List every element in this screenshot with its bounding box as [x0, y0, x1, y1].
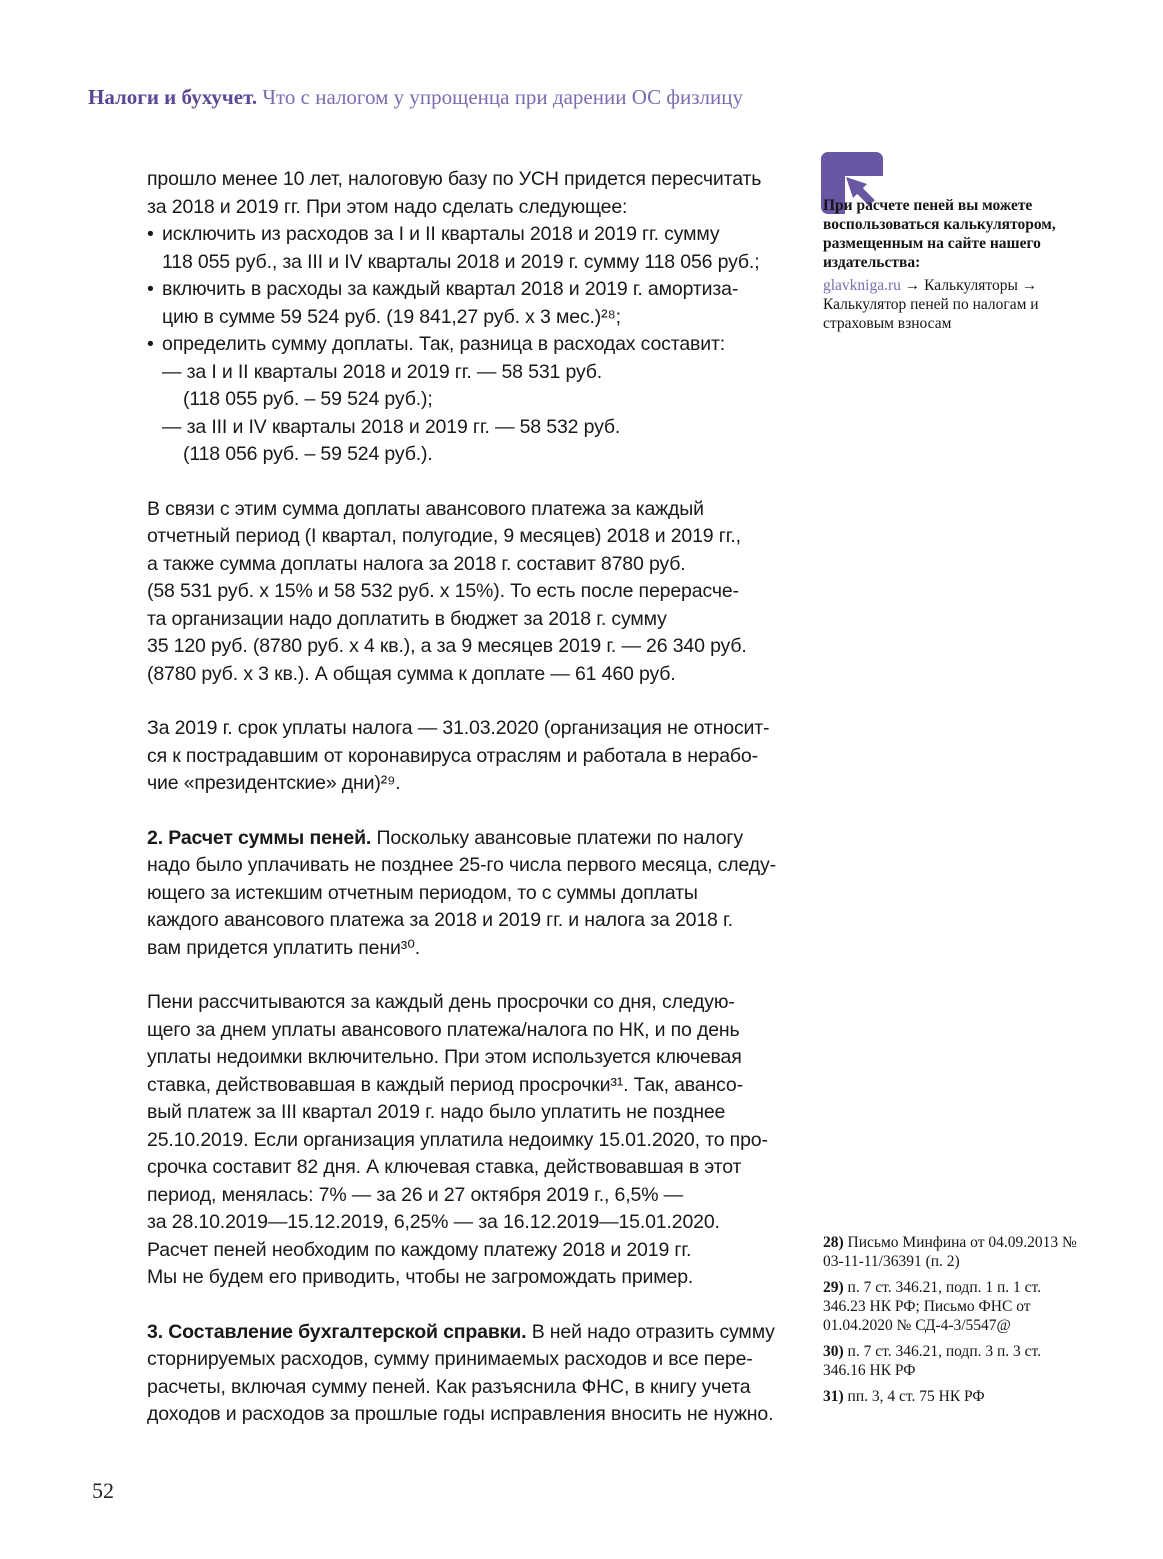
line-text: доходов и расходов за прошлые годы исправления вносить не нужно. — [147, 1403, 774, 1425]
line-text: чие «президентские» дни)²⁹. — [147, 772, 401, 794]
line-text: отчетный период (I квартал, полугодие, 9 месяцев) 2018 и 2019 гг., — [147, 525, 741, 547]
sidebar-note-text: При расчете пеней вы можете воспользоваться калькулятором, размещенным на сайте нашего издательства: — [823, 197, 1056, 271]
line-text: 118 055 руб., за III и IV кварталы 2018 и 2019 г. сумму 118 056 руб.; — [162, 250, 760, 273]
text-line — [147, 551, 847, 579]
text-line — [147, 743, 847, 771]
line-text: определить сумму доплаты. Так, разница в расходах составит: — [162, 333, 726, 355]
text-line — [147, 359, 847, 387]
line-text: исключить из расходов за I и II кварталы 2018 и 2019 гг. сумму — [162, 223, 720, 245]
sidebar-note — [823, 196, 1075, 333]
line-text: включить в расходы за каждый квартал 2018 и 2019 г. амортиза- — [162, 278, 739, 300]
line-text: (118 055 руб. – 59 524 руб.); — [183, 388, 433, 410]
text-line — [147, 441, 847, 469]
bullet-item — [147, 331, 847, 469]
page-number: 52 — [92, 1478, 114, 1503]
line-text: В связи с этим сумма доплаты авансового платежа за каждый — [147, 497, 704, 520]
bullet-item — [147, 221, 847, 276]
sidebar-note-path — [823, 276, 1075, 333]
paragraph — [147, 715, 847, 798]
line-text: (8780 руб. х 3 кв.). А общая сумма к доплате — 61 460 руб. — [147, 662, 676, 685]
bullet-marker: • — [147, 333, 154, 355]
footnote-number: 29) — [823, 1279, 848, 1296]
line-text: 25.10.2019. Если организация уплатила недоимку 15.01.2020, то про- — [147, 1128, 768, 1151]
text-line — [147, 1264, 847, 1292]
line-text: щего за днем уплаты авансового платежа/налога по НК, и по день — [147, 1018, 740, 1041]
text-line — [147, 1099, 847, 1127]
footnote — [823, 1233, 1085, 1271]
line-text: уплаты недоимки включительно. При этом используется ключевая — [147, 1046, 742, 1068]
line-text: сторнируемых расходов, сумму принимаемых расходов и все пере- — [147, 1348, 753, 1370]
text-line — [147, 633, 847, 661]
line-text: В ней надо отразить сумму — [531, 1320, 775, 1343]
text-line — [147, 194, 847, 222]
paragraph — [147, 496, 847, 689]
line-text: срочка составит 82 дня. А ключевая ставка, действовавшая в этот — [147, 1156, 742, 1178]
paragraph — [147, 825, 847, 963]
footnote — [823, 1278, 1085, 1335]
text-line — [147, 1401, 847, 1429]
text-line — [147, 386, 847, 414]
line-text: вый платеж за III квартал 2019 г. надо было уплатить не позднее — [147, 1101, 726, 1123]
text-line — [147, 249, 847, 277]
footnote — [823, 1342, 1085, 1380]
footnotes — [823, 1233, 1085, 1413]
text-line — [147, 496, 847, 524]
text-line — [147, 606, 847, 634]
text-line — [147, 1346, 847, 1374]
section-lead: 3. Составление бухгалтерской справки. — [147, 1320, 532, 1343]
line-text: Расчет пеней необходим по каждому платежу 2018 и 2019 гг. — [147, 1238, 692, 1261]
text-line — [147, 907, 847, 935]
text-line — [147, 852, 847, 880]
footnote-number: 28) — [823, 1234, 848, 1251]
line-text: ющего за истекшим отчетным периодом, то с суммы доплаты — [147, 881, 698, 904]
text-line — [147, 1072, 847, 1100]
line-text: Мы не будем его приводить, чтобы не загромождать пример. — [147, 1266, 694, 1288]
bullet-item — [147, 276, 847, 331]
line-text: та организации надо доплатить в бюджет за 2018 г. сумму — [147, 607, 667, 630]
footnote — [823, 1387, 1085, 1406]
text-line — [147, 661, 847, 689]
footnote-number: 31) — [823, 1388, 848, 1405]
bullet-marker: • — [147, 278, 154, 300]
sidebar-note-path-rest: → Калькуляторы → Калькулятор пеней по налогам и страховым взносам — [823, 277, 1039, 332]
rubric-title: Налоги и бухучет. — [88, 85, 258, 109]
line-text: ся к пострадавшим от коронавируса отраслям и работала в нерабо- — [147, 744, 758, 767]
footnote-number: 30) — [823, 1343, 848, 1360]
paragraph — [147, 989, 847, 1292]
footnote-text: п. 7 ст. 346.21, подп. 3 п. 3 ст. 346.16 НК РФ — [823, 1343, 1042, 1379]
line-text: каждого авансового платежа за 2018 и 2019 гг. и налога за 2018 г. — [147, 909, 733, 931]
footnote-text: пп. 3, 4 ст. 75 НК РФ — [847, 1388, 985, 1405]
line-text: (58 531 руб. х 15% и 58 532 руб. х 15%). То есть после перерасче- — [147, 580, 739, 602]
text-line — [147, 1319, 847, 1347]
article-body — [147, 166, 847, 1429]
text-line — [147, 276, 847, 304]
line-text: — за I и II кварталы 2018 и 2019 гг. — 58 531 руб. — [162, 360, 603, 383]
text-line — [147, 770, 847, 798]
footnote-text: Письмо Минфина от 04.09.2013 № 03-11-11/36391 (п. 2) — [823, 1234, 1077, 1270]
text-line — [147, 414, 847, 442]
line-text: прошло менее 10 лет, налоговую базу по УСН придется пересчитать — [147, 168, 762, 190]
text-line — [147, 935, 847, 963]
section-lead: 2. Расчет суммы пеней. — [147, 826, 377, 849]
text-line — [147, 1209, 847, 1237]
text-line — [147, 578, 847, 606]
text-line — [147, 166, 847, 194]
text-line — [147, 825, 847, 853]
text-line — [147, 1017, 847, 1045]
line-text: за 2018 и 2019 гг. При этом надо сделать следующее: — [147, 195, 628, 218]
footnote-text: п. 7 ст. 346.21, подп. 1 п. 1 ст. 346.23 НК РФ; Письмо ФНС от 01.04.2020 № СД-4-3/5547@ — [823, 1279, 1042, 1334]
paragraph — [147, 1319, 847, 1429]
line-text: Пени рассчитываются за каждый день просрочки со дня, следую- — [147, 991, 735, 1013]
text-line — [147, 1127, 847, 1155]
text-line — [147, 880, 847, 908]
text-line — [147, 1374, 847, 1402]
line-text: 35 120 руб. (8780 руб. х 4 кв.), а за 9 месяцев 2019 г. — 26 340 руб. — [147, 635, 747, 657]
line-text: расчеты, включая сумму пеней. Как разъяснила ФНС, в книгу учета — [147, 1375, 751, 1398]
line-text: вам придется уплатить пени³⁰. — [147, 936, 421, 959]
text-line — [147, 989, 847, 1017]
text-line — [147, 715, 847, 743]
line-text: период, менялась: 7% — за 26 и 27 октября 2019 г., 6,5% — — [147, 1183, 684, 1206]
text-line — [147, 1237, 847, 1265]
text-line — [147, 523, 847, 551]
line-text: — за III и IV кварталы 2018 и 2019 гг. — 58 532 руб. — [162, 415, 621, 438]
line-text: надо было уплачивать не позднее 25-го числа первого месяца, следу- — [147, 854, 776, 876]
line-text: (118 056 руб. – 59 524 руб.). — [183, 443, 433, 465]
article-title: Что с налогом у упрощенца при дарении ОС физлицу — [262, 85, 743, 109]
text-line — [147, 304, 847, 332]
line-text: За 2019 г. срок уплаты налога — 31.03.2020 (организация не относит- — [147, 717, 770, 739]
page-header — [88, 84, 743, 110]
line-text: Поскольку авансовые платежи по налогу — [376, 826, 743, 849]
text-line — [147, 1154, 847, 1182]
line-text: ставка, действовавшая в каждый период просрочки³¹. Так, авансо- — [147, 1073, 743, 1096]
bullet-marker: • — [147, 223, 154, 245]
text-line — [147, 221, 847, 249]
line-text: а также сумма доплаты налога за 2018 г. составит 8780 руб. — [147, 552, 686, 575]
line-text: цию в сумме 59 524 руб. (19 841,27 руб. х 3 мес.)²⁸; — [162, 305, 621, 328]
line-text: за 28.10.2019—15.12.2019, 6,25% — за 16.12.2019—15.01.2020. — [147, 1211, 720, 1233]
glavkniga-link[interactable]: glavkniga.ru — [823, 277, 901, 294]
text-line — [147, 331, 847, 359]
text-line — [147, 1044, 847, 1072]
paragraph — [147, 166, 847, 221]
text-line — [147, 1182, 847, 1210]
